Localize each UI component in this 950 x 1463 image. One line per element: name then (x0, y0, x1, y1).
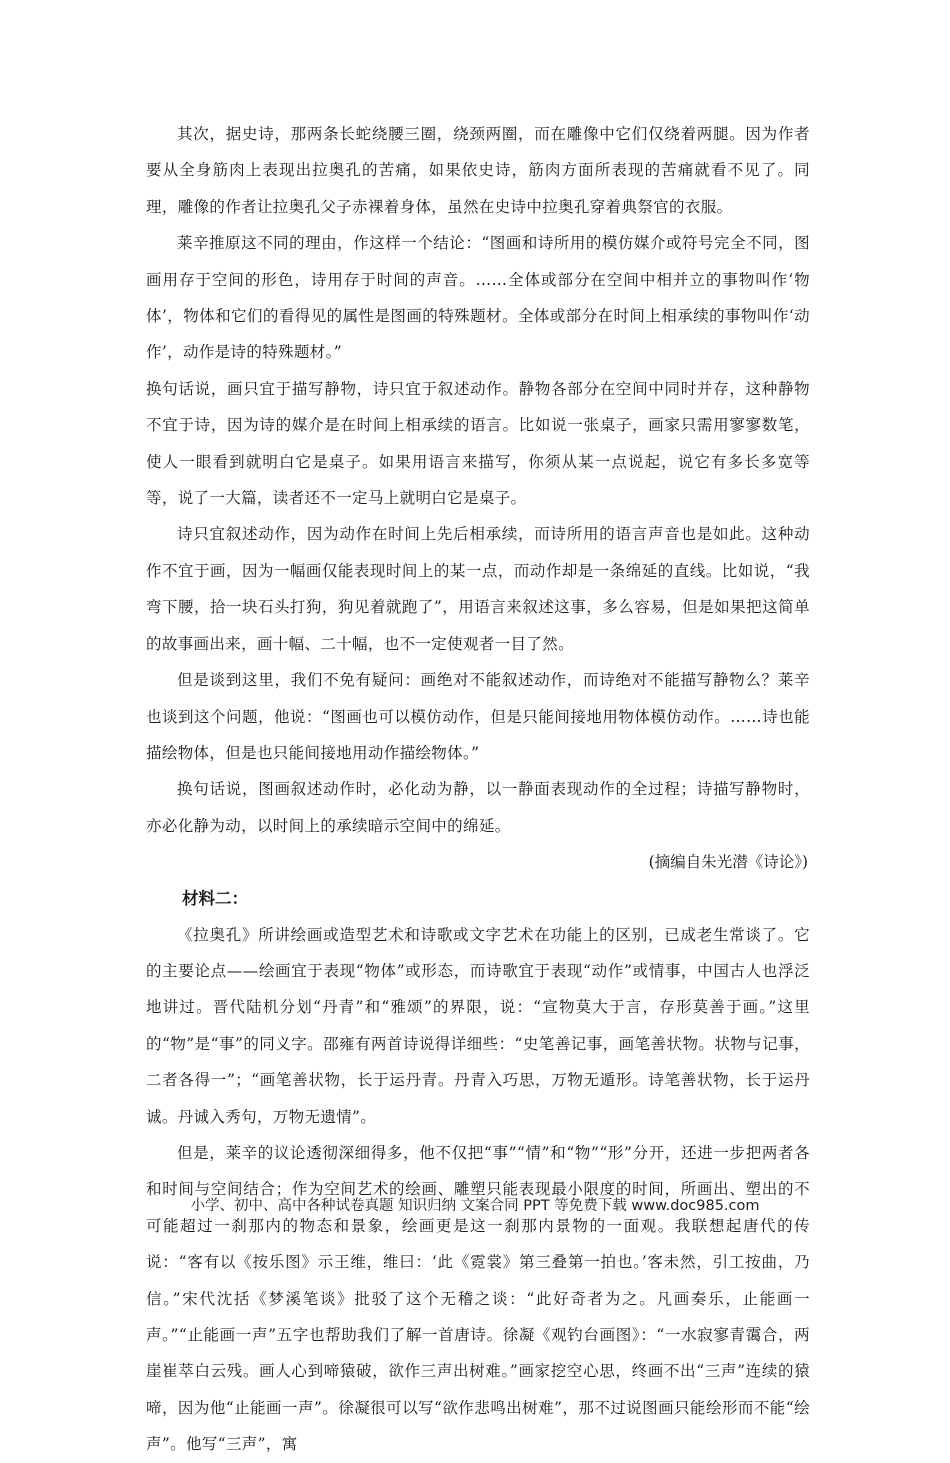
paragraph: 诗只宜叙述动作，因为动作在时间上先后相承续，而诗所用的语言声音也是如此。这种动作不宜于画，因为一幅画仅能表现时间上的某一点，而动作却是一条绵延的直线。比如说，“我弯下腰，拾一块石头打狗，狗见着就跑了”，用语言来叙述这事，多么容易，但是如果把这简单的故事画出来，画十幅、二十幅，也不一定使观者一目了然。 (146, 525, 810, 653)
source-citation: (摘编自朱光潜《诗论》) (648, 853, 808, 872)
paragraph: 换句话说，画只宜于描写静物，诗只宜于叙述动作。静物各部分在空间中同时并存，这种静物不宜于诗，因为诗的媒介是在时间上相承续的语言。比如说一张桌子，画家只需用寥寥数笔，使人一眼看到就明白它是桌子。如果用语言来描写，你须从某一点说起，说它有多长多宽等等，说了一大篇，读者还不一定马上就明白它是桌子。 (146, 379, 810, 508)
page-footer: 小学、初中、高中各种试卷真题 知识归纳 文案合同 PPT 等免费下载 www.doc985.com (190, 1198, 760, 1214)
paragraph: 换句话说，图画叙述动作时，必化动为静，以一静面表现动作的全过程；诗描写静物时，亦必化静为动，以时间上的承续暗示空间中的绵延。 (146, 780, 810, 835)
paragraph: 但是，莱辛的议论透彻深细得多，他不仅把“事”“情”和“物”“形”分开，还进一步把两者各和时间与空间结合；作为空间艺术的绘画、雕塑只能表现最小限度的时间，所画出、塑出的不可能超过一刹那内的物态和景象，绘画更是这一刹那内景物的一面观。我联想起唐代的传说：“客有以《按乐图》示王维，维曰：‘此《霓裳》第三叠第一拍也。’客未然，引工按曲，乃信。”宋代沈括《梦溪笔谈》批驳了这个无稽之谈：“此好奇者为之。凡画奏乐，止能画一声。”“止能画一声”五字也帮助我们了解一首唐诗。徐凝《观钓台画图》：“一水寂寥青霭合，两崖崔萃白云残。画人心到啼猿破，欲作三声出树难。”画家挖空心思，终画不出“三声”连续的猿啼，因为他“止能画一声”。徐凝很可以写“欲作悲鸣出树难”，那不过说图画只能绘形而不能“绘声”。他写“三声”，寓 (146, 1143, 810, 1454)
paragraph: 其次，据史诗，那两条长蛇绕腰三圈，绕颈两圈，而在雕像中它们仅绕着两腿。因为作者要从全身筋肉上表现出拉奥孔的苦痛，如果依史诗，筋肉方面所表现的苦痛就看不见了。同理，雕像的作者让拉奥孔父子赤裸着身体，虽然在史诗中拉奥孔穿着典祭官的衣服。 (146, 125, 810, 216)
paragraph: 但是谈到这里，我们不免有疑问：画绝对不能叙述动作，而诗绝对不能描写静物么？莱辛也谈到这个问题，他说：“图画也可以模仿动作，但是只能间接地用物体模仿动作。……诗也能描绘物体，但是也只能间接地用动作描绘物体。” (146, 671, 810, 762)
article-body (146, 116, 810, 1463)
paragraph: 《拉奥孔》所讲绘画或造型艺术和诗歌或文字艺术在功能上的区别，已成老生常谈了。它的主要论点——绘画宜于表现“物体”或形态，而诗歌宜于表现“动作”或情事，中国古人也浮泛地讲过。晋代陆机分划“丹青”和“雅颂”的界限，说：“宣物莫大于言，存形莫善于画。”这里的“物”是“事”的同义字。邵雍有两首诗说得详细些：“史笔善记事，画笔善状物。状物与记事，二者各得一”；“画笔善状物，长于运丹青。丹青入巧思，万物无遁形。诗笔善状物，长于运丹诚。丹诚入秀句，万物无遗情”。 (146, 925, 810, 1126)
paragraph: 莱辛推原这不同的理由，作这样一个结论：“图画和诗所用的模仿媒介或符号完全不同，图画用存于空间的形色，诗用存于时间的声音。……全体或部分在空间中相并立的事物叫作‘物体’，物体和它们的看得见的属性是图画的特殊题材。全体或部分在时间上相承续的事物叫作‘动作’，动作是诗的特殊题材。” (146, 234, 810, 362)
section-heading: 材料二： (182, 888, 248, 908)
